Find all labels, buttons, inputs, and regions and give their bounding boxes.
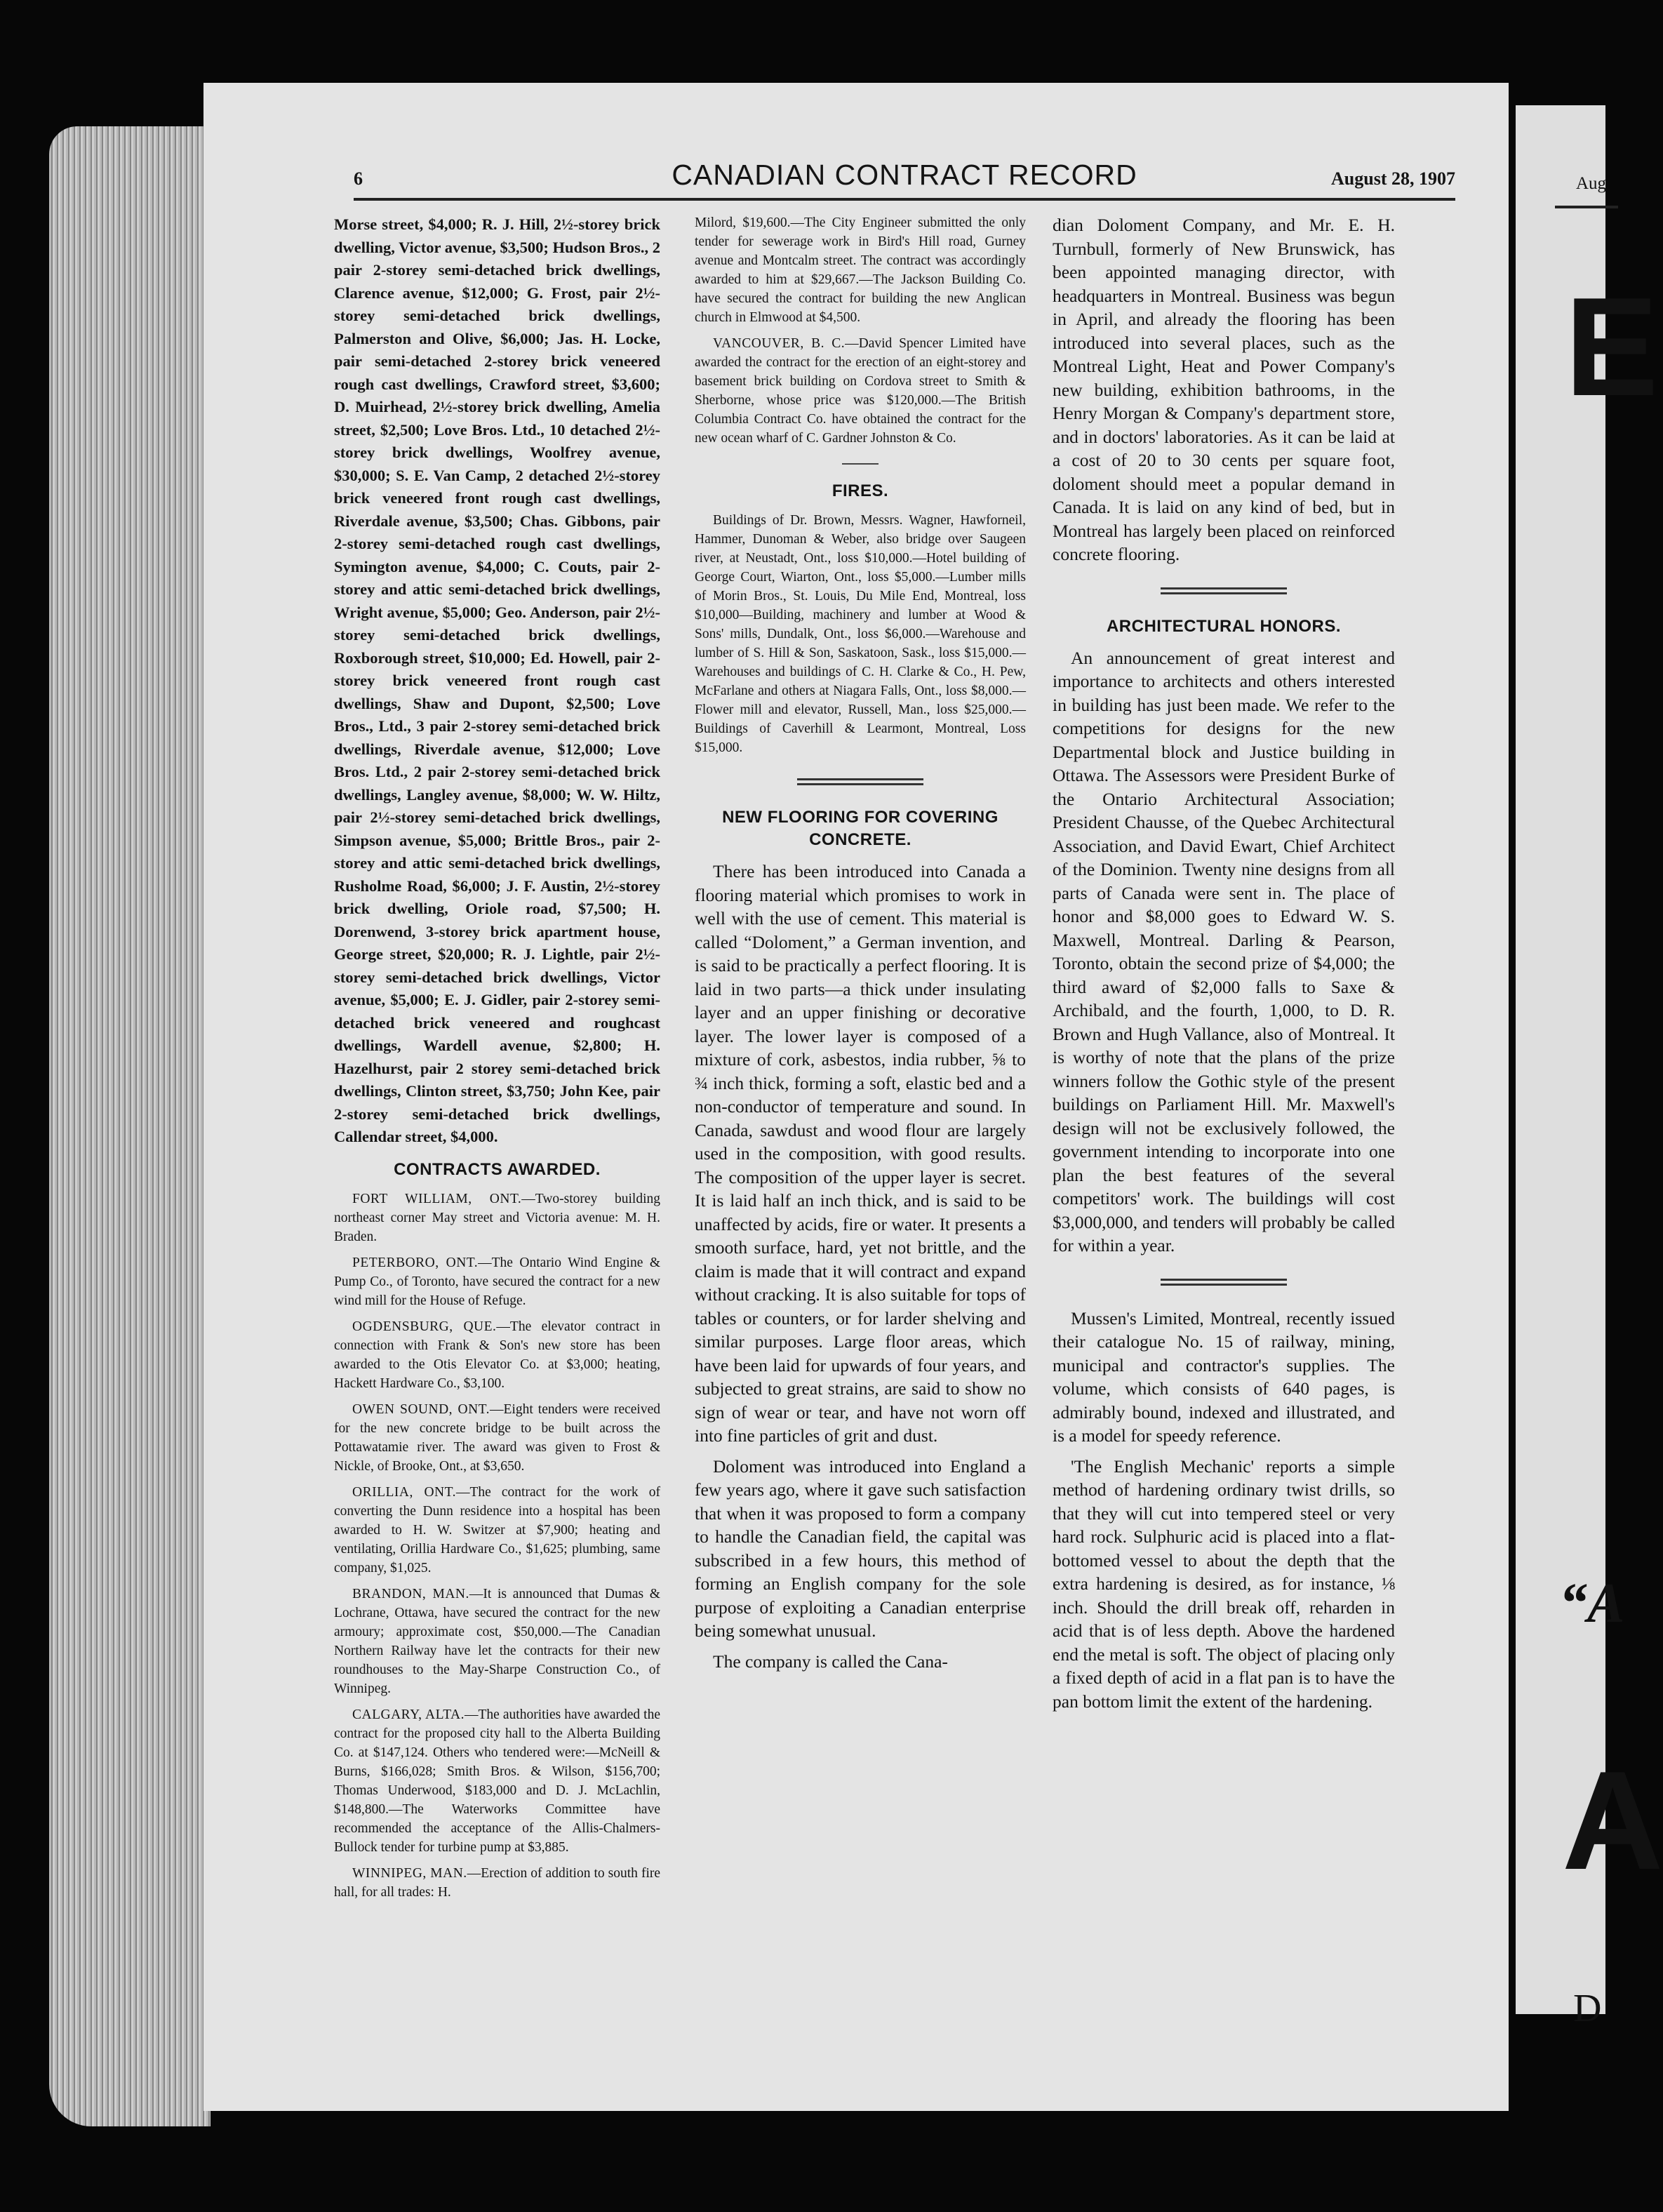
flooring-paragraph: Doloment was introduced into England a few years ago, where it gave such satisfaction that when it was proposed to form a company to handle the Canadian field, the capital was subscribed in a few hours, this method of forming an English company for the sole purpose of exploiting a Canadian enterprise being somewhat unusual. [695,1455,1026,1641]
adjacent-page-large-letter-bottom: A [1562,1743,1663,1899]
flooring-paragraph: The company is called the Cana- [713,1651,948,1672]
section-divider-double [1161,1279,1287,1286]
section-divider-double [797,778,923,785]
issue-date: August 28, 1907 [1331,168,1455,189]
fires-section [695,511,1026,757]
flooring-article [695,860,1026,1673]
contract-item: PETERBORO, ONT.—The Ontario Wind Engine & Pump Co., of Toronto, have secured the contract for a new wind mill for the House of Refuge. [334,1255,660,1308]
adjacent-page-rule [1555,206,1618,208]
column-2 [695,213,1026,2129]
contract-item: VANCOUVER, B. C.—David Spencer Limited have awarded the contract for the erection of an eight-storey and basement brick building on Cordova street to Smith & Sherborne, whose price was $120,000.—The British Columbia Contract Co. have obtained the contract for the new ocean wharf of C. Gardner Johnston & Co. [695,336,1026,446]
contract-item: BRANDON, MAN.—It is announced that Dumas & Lochrane, Ottawa, have secured the contract for the new armoury; approximate cost, $50,000.—The Canadian Northern Railway have let the contracts for their new roundhouses to the May-Sharpe Construction Co., of Winnipeg. [334,1586,660,1696]
book-page-edges [49,126,211,2126]
contracts-continued-text: Milord, $19,600.—The City Engineer submitted the only tender for sewerage work in Bird's Hill road, Gurney avenue and Montcalm street. The contract was accordingly awarded to him at $29,667.—The Jackson Building Co. have secured the contract for building the new Anglican church in Elmwood at $4,500. [695,215,1026,325]
contracts-awarded-heading: CONTRACTS AWARDED. [394,1159,601,1179]
contract-item: CALGARY, ALTA.—The authorities have awarded the contract for the proposed city hall to the Alberta Building Co. at $147,124. Others who tendered were:—McNeill & Burns, $166,028; Smith Bros. & Wilson, $156,700; Thomas Underwood, $183,000 and D. J. McLachlin, $148,800.—The Waterworks Committee have recommended the acceptance of the Allis-Chalmers-Bullock tender for turbine pump at $3,885. [334,1707,660,1855]
contract-item: OWEN SOUND, ONT.—Eight tenders were received for the new concrete bridge to be built across the Pottawatamie river. The award was given to Frost & Nickle, of Brooke, Ont., at $3,650. [334,1401,660,1474]
english-mechanic-text: 'The English Mechanic' reports a simple method of hardening ordinary twist drills, so that they will cut into tempered steel or very hard rock. Sulphuric acid is placed into a flat-bottomed vessel to about the depth that the extra hardening is desired, as for instance, ⅛ inch. Should the drill break off, reharden in acid that is of less depth. Above the hardened end the metal is soft. The object of placing only a fixed depth of acid in a flat pan is to have the pan bottom limit the extent of the hardening. [1053,1455,1395,1712]
adjacent-page-date: Aug [1576,174,1607,193]
adjacent-page-fragment: D [1573,1987,1602,2030]
column-3 [1053,213,1395,2129]
contract-item: WINNIPEG, MAN.—Erection of addition to south fire hall, for all trades: H. [334,1865,661,1900]
adjacent-page-large-letter: E [1565,269,1659,425]
running-head [354,159,1455,194]
building-permits-text: Morse street, $4,000; R. J. Hill, 2½-storey brick dwelling, Victor avenue, $3,500; Hudson Bros., 2 pair 2-storey semi-detached brick dwellings, Clarence avenue, $12,000; G. Frost, pair 2½-storey semi-detached brick dwellings, Palmerston and Olive, $6,000; Jas. H. Locke, pair semi-detached 2-storey brick veneered rough cast dwellings, Crawford street, $3,600; D. Muirhead, 2½-storey brick dwelling, Amelia street, $2,500; Love Bros. Ltd., 10 detached 2½-storey brick dwellings, Woolfrey avenue, $30,000; S. E. Van Camp, 2 detached 2½-storey brick veneered front rough cast dwellings, Riverdale avenue, $3,500; Chas. Gibbons, pair 2-storey semi-detached rough cast dwellings, Symington avenue, $4,000; C. Couts, pair 2-storey and attic semi-detached brick dwellings, Wright avenue, $5,000; Geo. Anderson, pair 2½-storey semi-detached brick dwellings, Roxborough street, $10,000; Ed. Howell, pair 2-storey brick veneered front rough cast dwellings, Shaw and Dupont, $2,500; Love Bros., Ltd., 3 pair 2-storey semi-detached brick dwellings, Riverdale avenue, $12,000; Love Bros. Ltd., 2 pair 2-storey semi-detached brick dwellings, Langley avenue, $8,000; W. W. Hiltz, pair 2½-storey semi-detached brick dwellings, Simpson avenue, $5,000; Brittle Bros., pair 2-storey and attic semi-detached brick dwellings, Rusholme Road, $6,000; J. F. Austin, 2½-storey brick dwelling, Oriole road, $7,500; H. Dorenwend, 3-storey brick apartment house, George street, $20,000; R. J. Lightle, pair 2½-storey semi-detached brick dwellings, Victor avenue, $5,000; E. J. Gidler, pair 2-storey semi-detached brick veneered and roughcast dwellings, Wardell avenue, $2,800; H. Hazelhurst, pair 2 storey semi-detached brick dwellings, Clinton street, $3,750; John Kee, pair 2-storey semi-detached brick dwellings, Callendar street, $4,000. [334,215,660,1145]
mussens-text: Mussen's Limited, Montreal, recently issued their catalogue No. 15 of railway, mining, municipal and contractor's supplies. The volume, which consists of 640 pages, is admirably bound, indexed and illustrated, and is a model for speedy reference. [1053,1307,1395,1446]
contract-item: OGDENSBURG, QUE.—The elevator contract in connection with Frank & Son's new store has been awarded to the Otis Elevator Co. at $3,000; heating, Hackett Hardware Co., $3,100. [334,1319,660,1391]
architectural-honors-heading: ARCHITECTURAL HONORS. [1106,616,1342,636]
fires-heading: FIRES. [832,481,889,500]
header-rule [354,198,1455,201]
newspaper-page [203,83,1509,2111]
fires-text: Buildings of Dr. Brown, Messrs. Wagner, Hawforneil, Hammer, Dunoman & Weber, also bridge over Saugeen river, at Neustadt, Ont., loss $10,000.—Hotel building of George Court, Wiarton, Ont., loss $5,000.—Lumber mills of Morin Bros., St. Louis, Du Mile End, Montreal, loss $10,000—Building, machinery and lumber at Wood & Sons' mills, Dundalk, Ont., loss $6,000.—Warehouse and lumber of S. Hill & Son, Saskatoon, Sask., loss $15,000.—Warehouses and buildings of C. H. Clarke & Co., H. Pew, McFarlane and others at Niagara Falls, Ont., loss $8,000.—Flower mill and elevator, Russell, Man., loss $25,000.—Buildings of Caverhill & Learmont, Montreal, Loss $15,000. [695,513,1026,755]
adjacent-page [1516,105,1663,2030]
page-number: 6 [354,168,363,189]
flooring-heading: NEW FLOORING FOR COVERING CONCRETE. [722,808,999,849]
adjacent-page-quote: “A [1559,1573,1625,1634]
contract-item: ORILLIA, ONT.—The contract for the work of converting the Dunn residence into a hospital has been awarded to H. W. Switzer at $7,900; heating and ventilating, Orillia Hardware Co., $1,625; plumbing, same company, $1,025. [334,1484,660,1575]
flooring-continued-text: dian Doloment Company, and Mr. E. H. Turnbull, formerly of New Brunswick, has been appointed managing director, with headquarters in Montreal. Business was begun in April, and already the flooring has been introduced into several places, such as the Montreal Light, Heat and Power Company's new building, exhibition bathrooms, in the Henry Morgan & Company's department store, and in doctors' laboratories. As it can be laid at a cost of 20 to 30 cents per square foot, doloment should meet a popular demand in Canada. It is laid on any kind of bed, but in Montreal has largely been placed on reinforced concrete flooring. [1053,215,1395,564]
publication-title: CANADIAN CONTRACT RECORD [672,159,1137,191]
contract-item: FORT WILLIAM, ONT.—Two-storey building northeast corner May street and Victoria avenue: M. H. Braden. [334,1191,660,1244]
flooring-paragraph: There has been introduced into Canada a flooring material which promises to work in well with the use of cement. This material is called “Doloment,” a German invention, and is said to be practically a perfect flooring. It is laid in two parts—a thick under insulating layer and an upper finishing or decorative layer. The lower layer is composed of a mixture of cork, asbestos, india rubber, ⅝ to ¾ inch thick, forming a soft, elastic bed and a non-conductor of temperature and sound. In Canada, sawdust and wood flour are largely used in the composition, with good results. The composition of the upper layer is secret. It is laid half an inch thick, and is said to be unaffected by acids, fire or water. It presents a smooth surface, hard, yet not brittle, and the claim is made that it will contract and expand without cracking. It is also suitable for tops of tables or counters, or for larder shelving and similar purposes. Large floor areas, which have been laid for upwards of four years, and subjected to great strains, are said to show no sign of wear or tear, and have not worn off into fine particles of grit and dust. [695,861,1026,1446]
contracts-list [334,1190,660,1902]
section-divider [842,463,879,465]
section-divider-double [1161,587,1287,594]
architectural-honors-text: An announcement of great interest and importance to architects and others interested in building has just been made. We refer to the competitions for designs for the new Departmental block and Justice building in Ottawa. The Assessors were President Burke of the Ontario Architectural Association; President Chausse, of the Quebec Architectural Association, and David Ewart, Chief Architect of the Dominion. Twenty nine designs from all parts of Canada were sent in. The place of honor and $8,000 goes to Edward W. S. Maxwell, Montreal. Darling & Pearson, Toronto, obtain the second prize of $4,000; the third award of $2,000 falls to Saxe & Archibald, and the fourth, 1,000, to D. R. Brown and Hugh Vallance, also of Montreal. It is worthy of note that the plans of the prize winners follow the Gothic style of the present buildings on Parliament Hill. Mr. Maxwell's design will not be exclusively followed, the government intending to incorporate into one plan the best features of the several competitors' work. The buildings will cost $3,000,000, and tenders will probably be called for within a year. [1053,647,1395,1255]
contracts-continued [695,213,1026,448]
column-1 [334,213,660,2129]
building-permits-continued [334,213,660,1149]
